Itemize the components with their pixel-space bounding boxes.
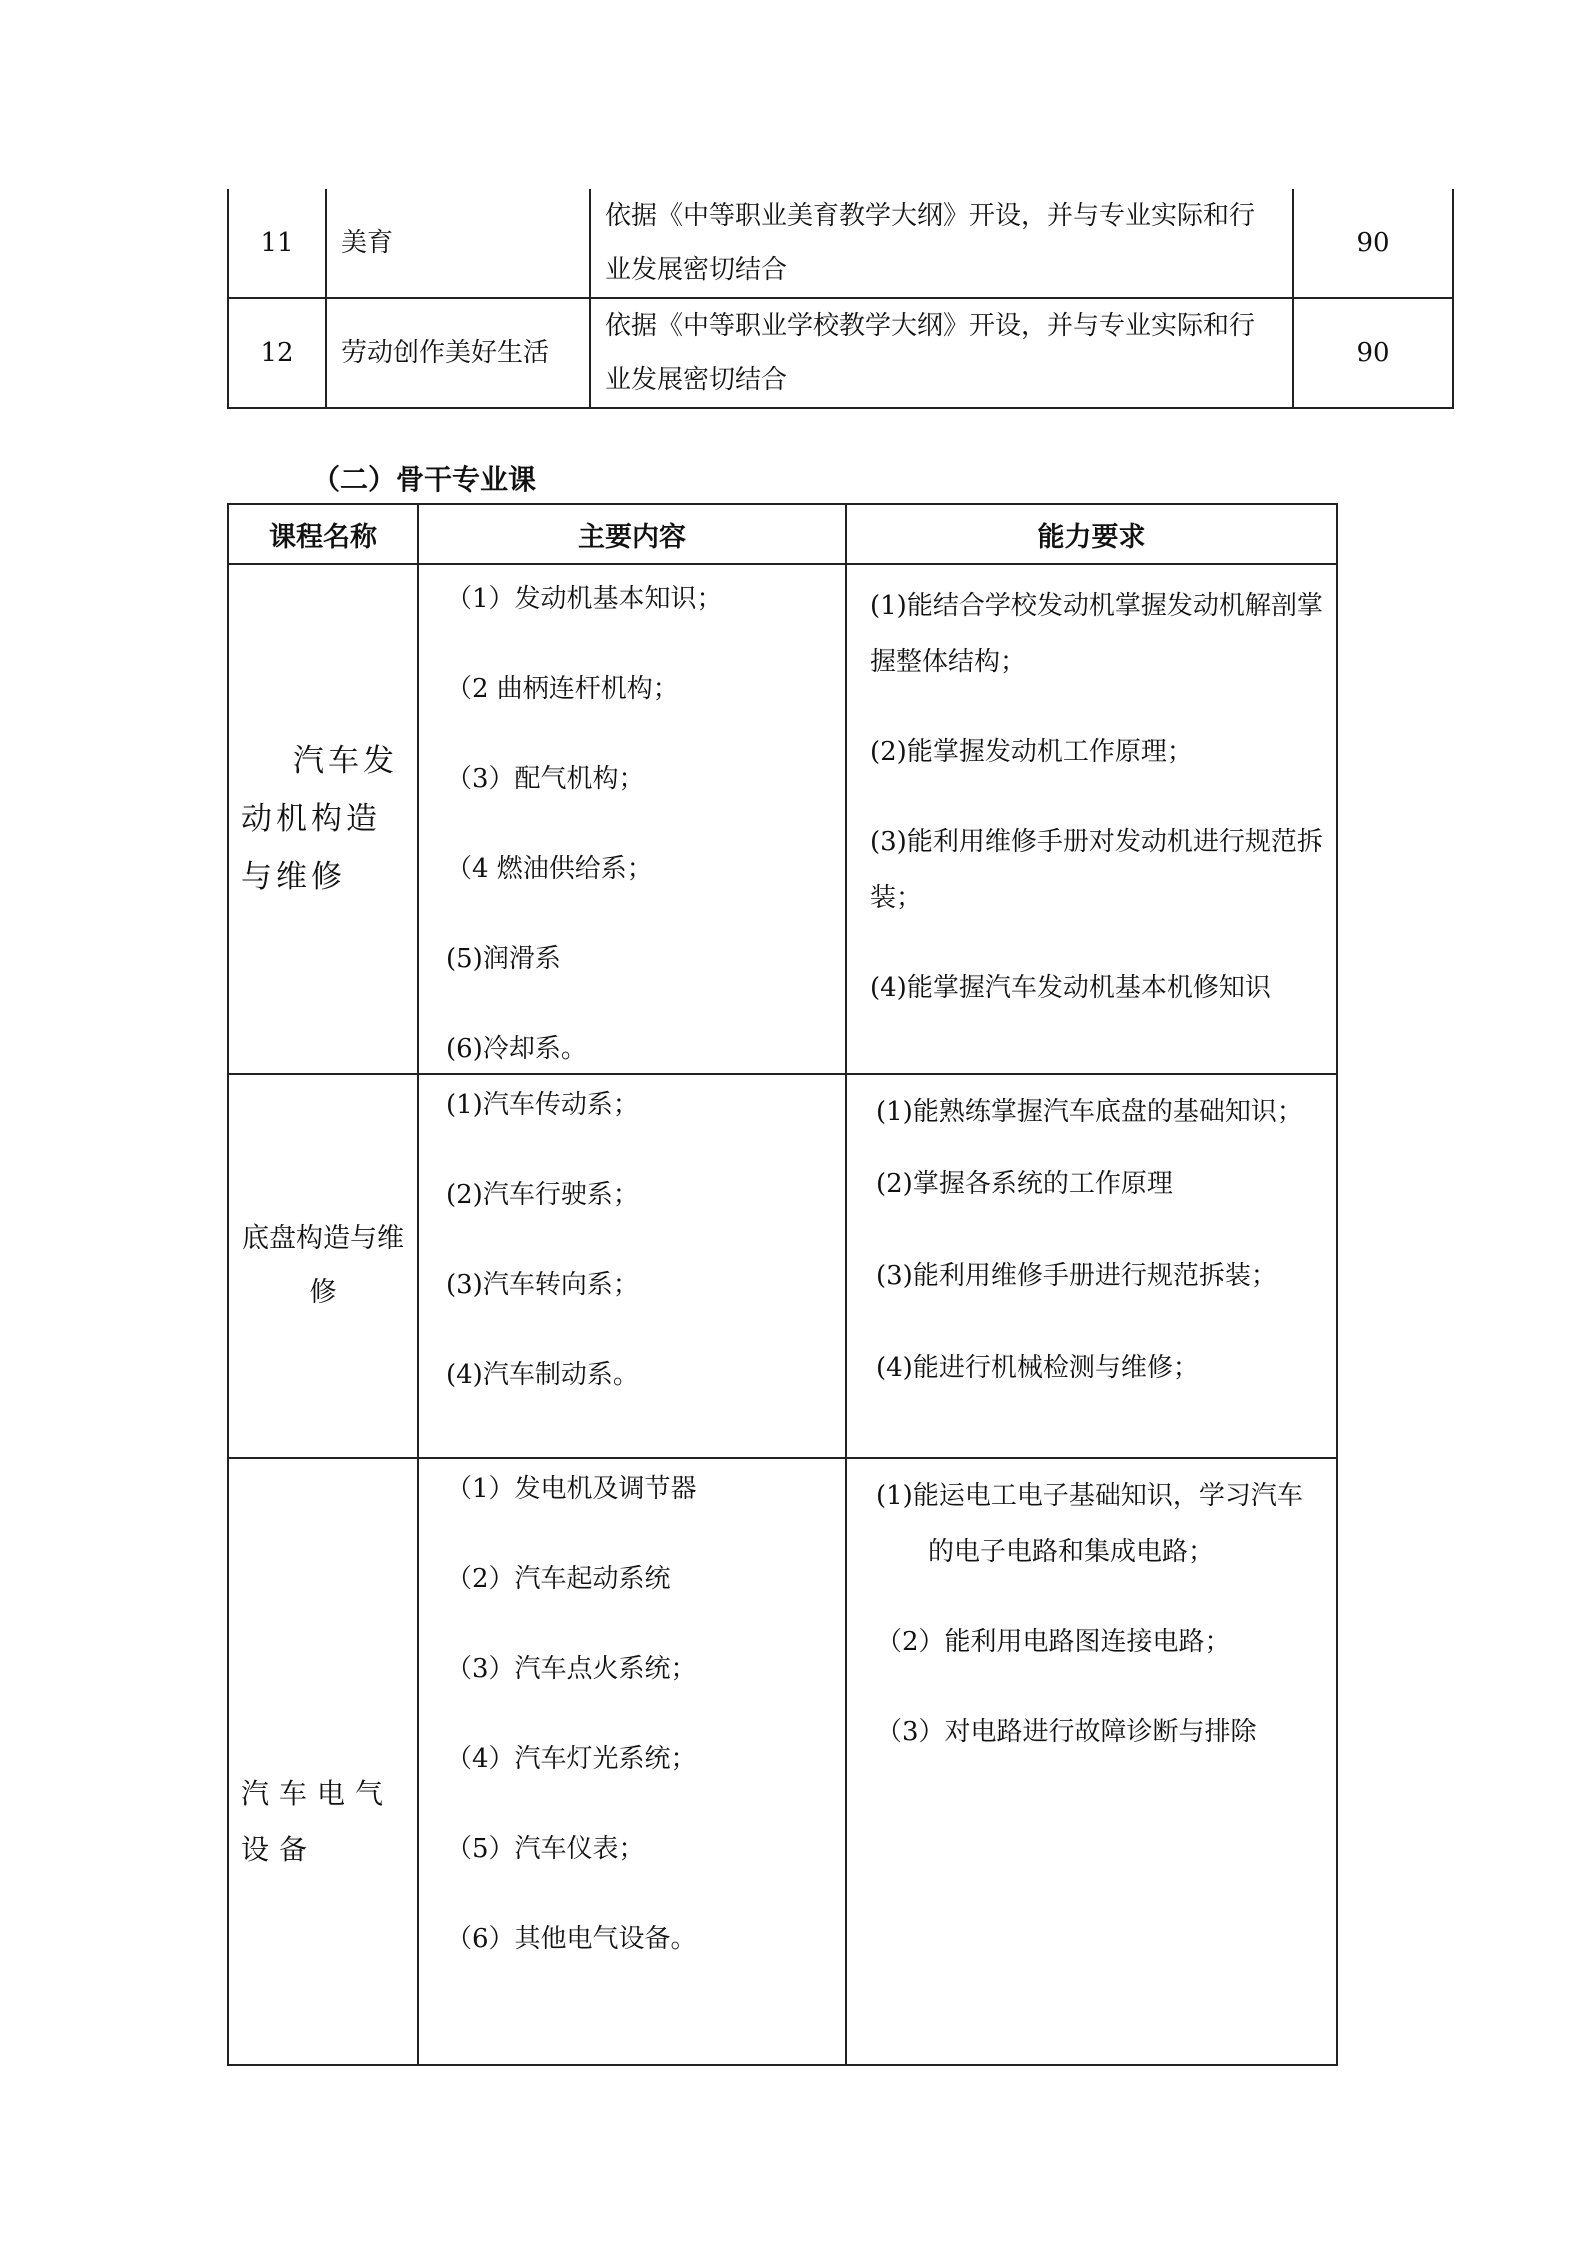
ability-cell bbox=[846, 1074, 1337, 1458]
list-item: (2)掌握各系统的工作原理 bbox=[876, 1169, 1173, 1199]
list-item: （2 曲柄连杆机构； bbox=[446, 674, 679, 704]
table-header-row bbox=[228, 504, 1337, 564]
list-item: （5）汽车仪表； bbox=[446, 1834, 645, 1864]
content-list bbox=[420, 566, 844, 1068]
course-name: 汽车发动机构造与维修 bbox=[241, 743, 398, 895]
core-course-table bbox=[227, 503, 1338, 2066]
list-item: （6）其他电气设备。 bbox=[446, 1924, 697, 1954]
table-row bbox=[228, 298, 1453, 408]
content-cell bbox=[418, 564, 846, 1074]
list-item: (1)汽车传动系； bbox=[446, 1090, 639, 1120]
content-cell bbox=[418, 1458, 846, 2065]
ability-list bbox=[848, 566, 1335, 1016]
course-hours: 90 bbox=[1293, 189, 1453, 298]
table-row bbox=[228, 1458, 1337, 2065]
content-cell bbox=[418, 1074, 846, 1458]
list-item: (4)能掌握汽车发动机基本机修知识 bbox=[870, 973, 1271, 1003]
list-item: (3)汽车转向系； bbox=[446, 1270, 639, 1300]
content-list bbox=[420, 1076, 844, 1394]
course-name-cell bbox=[228, 1458, 418, 2065]
course-hours: 90 bbox=[1293, 298, 1453, 408]
list-item: (1)能结合学校发动机掌握发动机解剖掌握整体结构； bbox=[870, 591, 1323, 677]
course-name: 劳动创作美好生活 bbox=[326, 298, 590, 408]
list-item: （3）对电路进行故障诊断与排除 bbox=[876, 1717, 1257, 1747]
list-item: (1)能熟练掌握汽车底盘的基础知识； bbox=[876, 1097, 1303, 1127]
course-description: 依据《中等职业学校教学大纲》开设，并与专业实际和行业发展密切结合 bbox=[590, 298, 1293, 408]
ability-list bbox=[848, 1460, 1335, 1760]
list-item: （1）发动机基本知识； bbox=[446, 584, 723, 614]
list-item: （4）汽车灯光系统； bbox=[446, 1744, 697, 1774]
list-item: （3）配气机构； bbox=[446, 764, 645, 794]
course-name: 汽车电气设备 bbox=[241, 1776, 394, 1866]
list-item: (2)能掌握发动机工作原理； bbox=[870, 737, 1193, 767]
list-item: (6)冷却系。 bbox=[446, 1034, 587, 1064]
table-row bbox=[228, 189, 1453, 298]
list-item: （1）发电机及调节器 bbox=[446, 1474, 697, 1504]
list-item: (4)能进行机械检测与维修； bbox=[876, 1353, 1199, 1383]
course-name: 底盘构造与维修 bbox=[242, 1223, 404, 1308]
general-course-table-continued bbox=[227, 189, 1454, 409]
list-item: （4 燃油供给系； bbox=[446, 854, 653, 884]
ability-list bbox=[848, 1076, 1335, 1396]
course-description: 依据《中等职业美育教学大纲》开设，并与专业实际和行业发展密切结合 bbox=[590, 189, 1293, 298]
list-item: (3)能利用维修手册对发动机进行规范拆装； bbox=[870, 827, 1323, 913]
section-title: （二）骨干专业课 bbox=[312, 463, 537, 496]
header-ability-requirements: 能力要求 bbox=[846, 504, 1337, 564]
header-main-content: 主要内容 bbox=[418, 504, 846, 564]
header-course-name: 课程名称 bbox=[228, 504, 418, 564]
list-item: (4)汽车制动系。 bbox=[446, 1360, 639, 1390]
course-name: 美育 bbox=[326, 189, 590, 298]
list-item: （2）汽车起动系统 bbox=[446, 1564, 671, 1594]
course-name-cell bbox=[228, 1074, 418, 1458]
list-item: (1)能运电工电子基础知识，学习汽车的电子电路和集成电路； bbox=[876, 1481, 1303, 1567]
ability-cell bbox=[846, 1458, 1337, 2065]
list-item: (3)能利用维修手册进行规范拆装； bbox=[876, 1261, 1277, 1291]
table-row bbox=[228, 564, 1337, 1074]
row-number: 12 bbox=[228, 298, 326, 408]
table-row bbox=[228, 1074, 1337, 1458]
list-item: (2)汽车行驶系； bbox=[446, 1180, 639, 1210]
list-item: (5)润滑系 bbox=[446, 944, 561, 974]
row-number: 11 bbox=[228, 189, 326, 298]
list-item: （3）汽车点火系统； bbox=[446, 1654, 697, 1684]
list-item: （2）能利用电路图连接电路； bbox=[876, 1627, 1231, 1657]
ability-cell bbox=[846, 564, 1337, 1074]
course-name-cell bbox=[228, 564, 418, 1074]
content-list bbox=[420, 1460, 844, 1958]
